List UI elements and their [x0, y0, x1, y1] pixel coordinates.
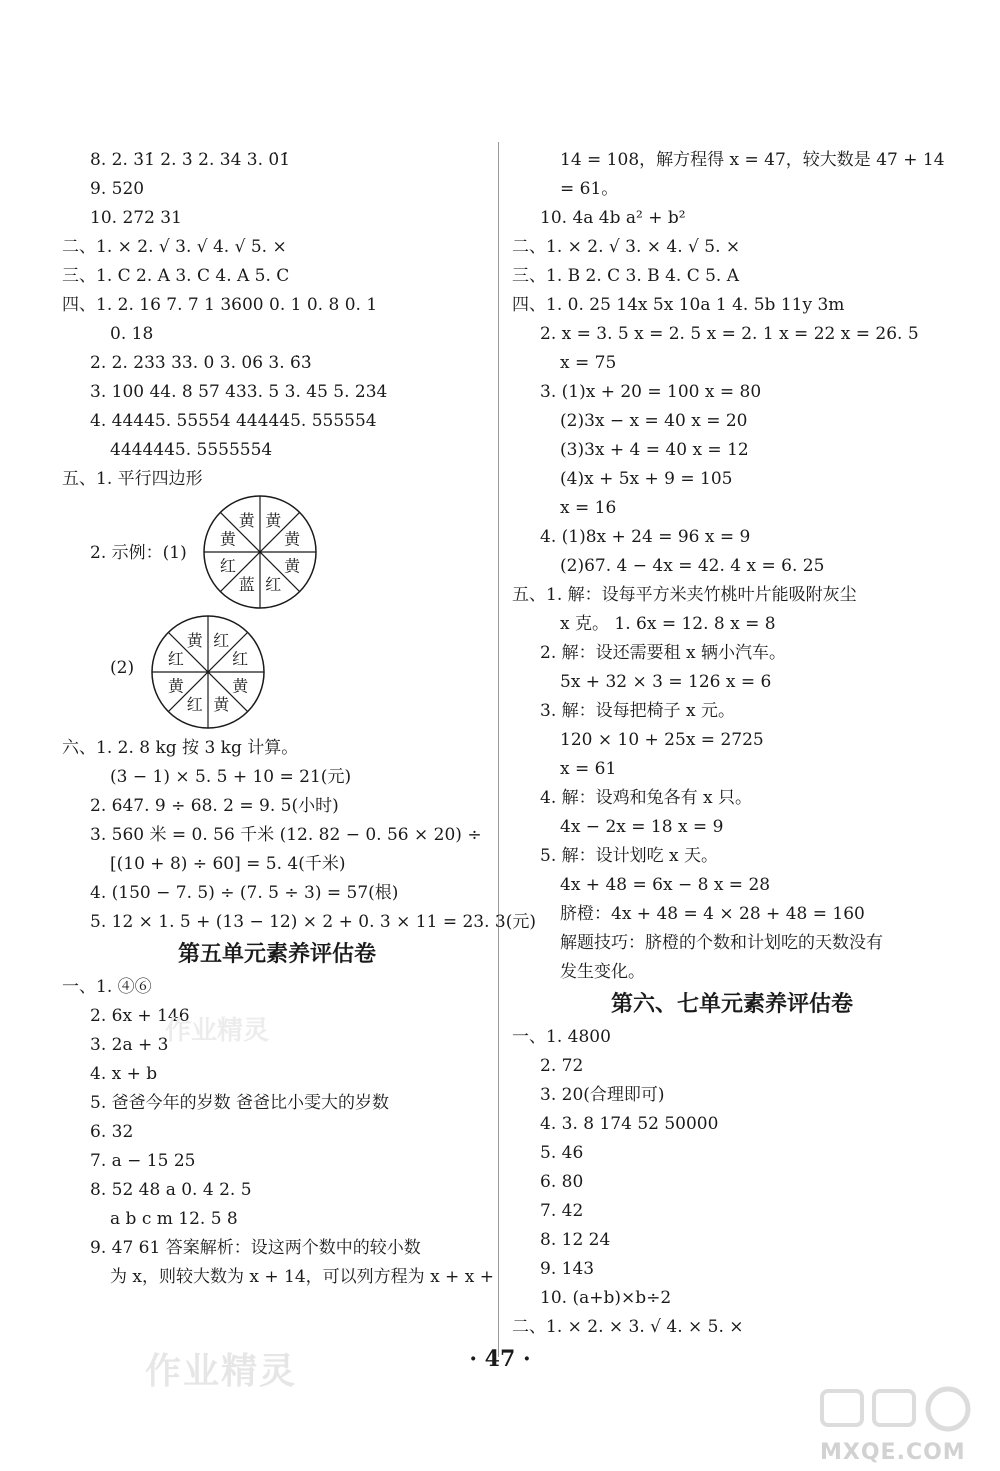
answer-line: 五、1. 解：设每平方米夹竹桃叶片能吸附灰尘	[512, 585, 857, 605]
answer-line: 3. 2a + 3	[90, 1035, 169, 1055]
answer-line: 7. a − 15 25	[90, 1151, 196, 1171]
answer-line: 4x − 2x = 18 x = 9	[560, 817, 724, 837]
color-wheel	[150, 614, 266, 730]
answer-line: 3. 100 44. 8 57 433. 5 3. 45 5. 234	[90, 382, 388, 402]
wheel-answer	[62, 614, 492, 734]
answer-line: 为 x，则较大数为 x + 14，可以列方程为 x + x +	[110, 1267, 494, 1287]
answer-line: 6. 32	[90, 1122, 134, 1142]
answer-line: 二、1. × 2. √ 3. √ 4. √ 5. ×	[62, 237, 287, 257]
answer-line: 9. 520	[90, 179, 145, 199]
answer-line: 3. 560 米 = 0. 56 千米 (12. 82 − 0. 56 × 20) ÷	[90, 825, 482, 845]
answer-line: 5x + 32 × 3 = 126 x = 6	[560, 672, 772, 692]
answer-line: 10. 272 31	[90, 208, 182, 228]
answer-line: (2)3x − x = 40 x = 20	[560, 411, 748, 431]
answer-line: 四、1. 2. 16 7. 7 1 3600 0. 1 0. 8 0. 1	[62, 295, 378, 315]
answer-line: 7. 42	[540, 1201, 584, 1221]
answer-line: 解题技巧：脐橙的个数和计划吃的天数没有	[560, 933, 883, 953]
answer-line: 4. 解：设鸡和兔各有 x 只。	[540, 788, 753, 808]
answer-line: 一、1. ④⑥	[62, 977, 152, 997]
answer-line: 5. 46	[540, 1143, 584, 1163]
wheel-sector-label: 红	[186, 695, 203, 715]
wheel-sector-label: 黄	[219, 529, 236, 549]
answer-line: 3. 解：设每把椅子 x 元。	[540, 701, 736, 721]
answer-line: 二、1. × 2. × 3. √ 4. × 5. ×	[512, 1317, 744, 1337]
column-divider	[498, 142, 499, 1357]
answer-line: x = 75	[560, 353, 617, 373]
wheel-sector-label: 黄	[213, 695, 230, 715]
wheel-sector-label: 红	[265, 575, 282, 595]
answer-line: 8. 2. 3̇1̇ 2. 3̇ 2. 34 3. 0̇1̇	[90, 150, 291, 170]
wheel-sector-label: 黄	[284, 556, 301, 576]
answer-line: a b c m 12. 5 8	[110, 1209, 238, 1229]
wheel-sector-label: 黄	[265, 510, 282, 530]
answer-line: 9. 143	[540, 1259, 595, 1279]
answer-line: 三、1. C 2. A 3. C 4. A 5. C	[62, 266, 290, 286]
answer-line: = 61。	[560, 179, 619, 199]
answer-line: 5. 12 × 1. 5 + (13 − 12) × 2 + 0. 3 × 11 = 23. 3(元)	[90, 912, 536, 932]
wheel-sector-label: 红	[167, 649, 184, 669]
answer-line: 2. 6x + 146	[90, 1006, 190, 1026]
answer-line: x = 16	[560, 498, 617, 518]
answer-line: 四、1. 0. 25 14x 5x 10a 1 4. 5b 11y 3m	[512, 295, 845, 315]
answer-line: 10. 4a 4b a² + b²	[540, 208, 686, 228]
answer-line: 六、1. 2. 8 kg 按 3 kg 计算。	[62, 738, 299, 758]
wheel-sector-label: 红	[219, 556, 236, 576]
color-wheel	[202, 494, 318, 610]
answer-line: 脐橙：4x + 48 = 4 × 28 + 48 = 160	[560, 904, 865, 924]
answer-line: 120 × 10 + 25x = 2725	[560, 730, 764, 750]
wheel-label: 2. 示例：(1)	[90, 543, 187, 563]
answer-line: 4. (1)8x + 24 = 96 x = 9	[540, 527, 751, 547]
logo-text: MXQE.COM	[820, 1440, 966, 1465]
right-column	[512, 146, 952, 1342]
wheel-label: (2)	[110, 658, 135, 678]
answer-line: 二、1. × 2. √ 3. × 4. √ 5. ×	[512, 237, 741, 257]
answer-line: 3. (1)x + 20 = 100 x = 80	[540, 382, 762, 402]
answer-line: 8. 52 48 a 0. 4 2. 5	[90, 1180, 252, 1200]
answer-line: 4x + 48 = 6x − 8 x = 28	[560, 875, 771, 895]
wheel-sector-label: 蓝	[238, 575, 255, 595]
answer-line: x = 61	[560, 759, 617, 779]
wheel-sector-label: 黄	[186, 630, 203, 650]
answer-line: 6. 80	[540, 1172, 584, 1192]
wheel-sector-label: 黄	[284, 529, 301, 549]
answer-line: 五、1. 平行四边形	[62, 469, 203, 489]
wheel-sector-label: 黄	[238, 510, 255, 530]
wheel-sector-label: 红	[232, 649, 249, 669]
answer-line: 4444445. 5555554	[110, 440, 273, 460]
page-number: · 47 ·	[469, 1346, 531, 1372]
answer-line: 5. 解：设计划吃 x 天。	[540, 846, 719, 866]
answer-line: (4)x + 5x + 9 = 105	[560, 469, 733, 489]
section-heading: 第五单元素养评估卷	[177, 942, 376, 967]
wheel-sector-label: 红	[213, 630, 230, 650]
answer-line: x 克。 1. 6x = 12. 8 x = 8	[560, 614, 776, 634]
answer-line: 2. 72	[540, 1056, 584, 1076]
answer-line: 0. 18	[110, 324, 154, 344]
answer-line: 4. x + b	[90, 1064, 158, 1084]
answer-line: 10. (a+b)×b÷2	[540, 1288, 672, 1308]
answer-line: 一、1. 4800	[512, 1027, 611, 1047]
wheel-sector-label: 黄	[167, 676, 184, 696]
wheel-answer	[62, 494, 492, 614]
section-heading: 第六、七单元素养评估卷	[610, 992, 853, 1017]
answer-line: 14 = 108，解方程得 x = 47，较大数是 47 + 14	[560, 150, 945, 170]
answer-line: 三、1. B 2. C 3. B 4. C 5. A	[512, 266, 740, 286]
watermark-mid: 作业精灵	[165, 1016, 270, 1046]
answer-line: 4. (150 − 7. 5) ÷ (7. 5 ÷ 3) = 57(根)	[90, 883, 399, 903]
answer-line: 3. 20(合理即可)	[540, 1085, 665, 1105]
answer-line: 4. 44445. 55554 444445. 555554	[90, 411, 377, 431]
left-column	[62, 146, 536, 1292]
answer-line: (3 − 1) × 5. 5 + 10 = 21(元)	[110, 767, 352, 787]
answer-line: 9. 47 61 答案解析：设这两个数中的较小数	[90, 1238, 421, 1258]
wheel-sector-label: 黄	[232, 676, 249, 696]
answer-line: (3)3x + 4 = 40 x = 12	[560, 440, 749, 460]
answer-line: 8. 12 24	[540, 1230, 611, 1250]
answer-line: 2. 647. 9 ÷ 68. 2 = 9. 5(小时)	[90, 796, 339, 816]
answer-line: 2. 2. 233 33. 0 3. 06 3. 6̇3̇	[90, 353, 312, 373]
answer-line: 2. 解：设还需要租 x 辆小汽车。	[540, 643, 787, 663]
answer-line: [(10 + 8) ÷ 60] = 5. 4(千米)	[110, 854, 346, 874]
answer-line: (2)67. 4 − 4x = 42. 4 x = 6. 25	[560, 556, 825, 576]
answer-line: 发生变化。	[560, 962, 645, 982]
answer-line: 5. 爸爸今年的岁数 爸爸比小雯大的岁数	[90, 1093, 390, 1113]
watermark-bottom: 作业精灵	[145, 1350, 298, 1392]
answer-line: 4. 3. 8 174 52 50000	[540, 1114, 719, 1134]
answer-line: 2. x = 3. 5 x = 2. 5 x = 2. 1 x = 22 x = 26. 5	[540, 324, 919, 344]
